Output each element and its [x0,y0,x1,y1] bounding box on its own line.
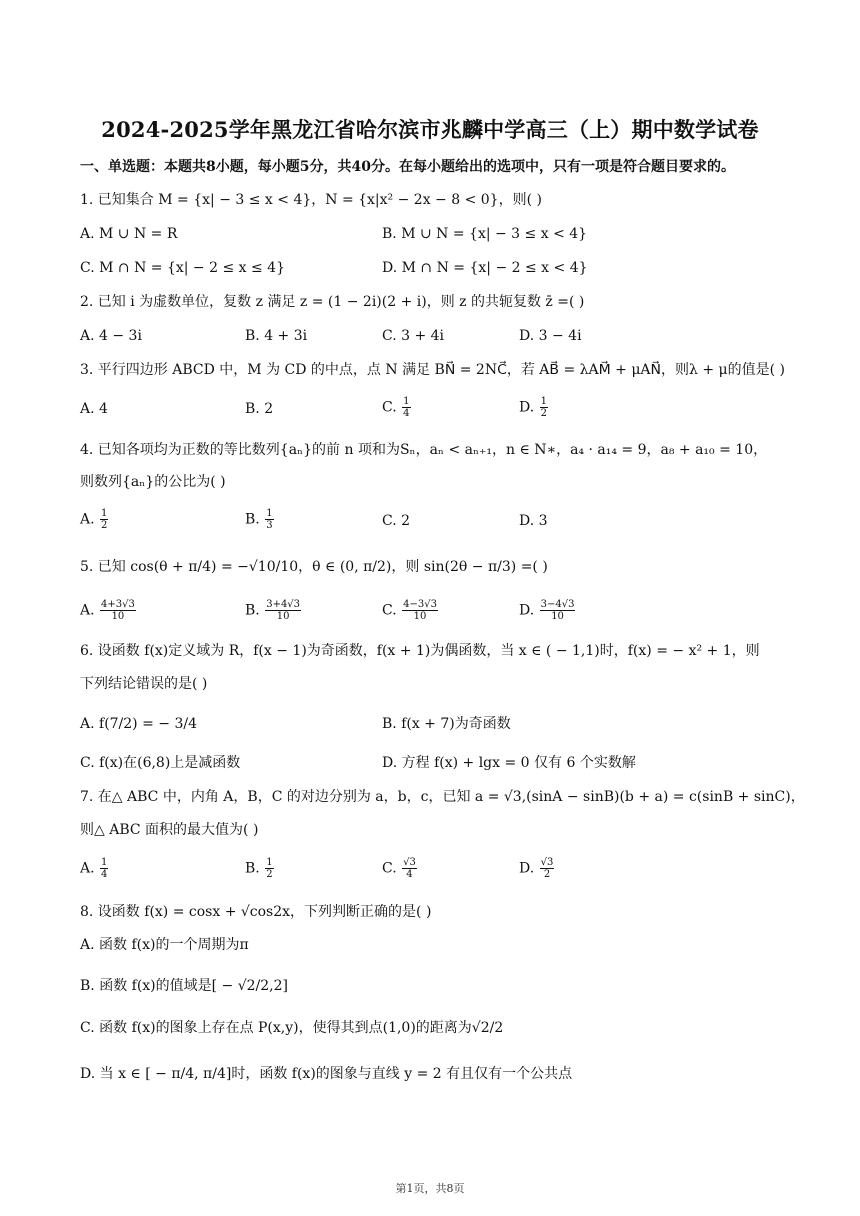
question-5-option-b [245,599,302,622]
fraction [265,857,273,880]
question-6-option-a: A. f(7/2) = − 3/4 [80,716,197,732]
denominator: 10 [276,611,290,622]
question-4-option-c: C. 2 [382,513,411,529]
option-label: A. [80,860,95,877]
option-label: D. [519,602,535,619]
question-7-option-d [519,857,555,880]
question-7-option-a [80,857,109,880]
fraction [100,857,108,880]
fraction [265,599,301,622]
numerator: 1 [266,857,273,868]
numerator: 1 [101,508,108,519]
fraction [402,599,438,622]
numerator: 1 [540,396,548,407]
question-8-option-c: C. 函数 f(x)的图象上存在点 P(x,y)，使得其到点(1,0)的距离为√2/2 [80,1020,504,1036]
question-2-stem: 2. 已知 i 为虚数单位，复数 z 满足 z = (1 − 2i)(2 + i)，则 z 的共轭复数 z̄ =( ) [80,294,585,310]
denominator: 10 [111,611,125,622]
question-4-stem-line1: 4. 已知各项均为正数的等比数列{aₙ}的前 n 项和为Sₙ，aₙ < aₙ₊₁，n ∈ N∗，a₄ · a₁₄ = 9，a₈ + a₁₀ = 10， [80,442,768,458]
page-footer: 第1页，共8页 [395,1182,465,1195]
fraction [100,508,108,531]
option-label: A. [80,511,95,528]
question-8-option-b: B. 函数 f(x)的值域是[ − √2/2,2] [80,978,289,994]
question-8-option-d: D. 当 x ∈ [ − π/4, π/4]时，函数 f(x)的图象与直线 y = 2 有且仅有一个公共点 [80,1066,573,1082]
fraction [402,857,417,880]
denominator: 4 [101,869,108,880]
fraction [540,857,555,880]
question-5-stem: 5. 已知 cos(θ + π/4) = −√10/10，θ ∈ (0, π/2)，则 sin(2θ − π/3) =( ) [80,559,548,575]
question-7-option-b [245,857,275,880]
option-label: D. [519,399,535,416]
numerator: 3+4√3 [266,599,301,610]
numerator: √3 [403,857,416,868]
question-4-option-a [80,508,109,531]
question-1-option-d: D. M ∩ N = {x| − 2 ≤ x < 4} [382,260,588,276]
fraction [100,599,136,622]
numerator: 1 [266,508,273,519]
question-7-stem-line1: 7. 在△ ABC 中，内角 A，B，C 的对边分别为 a，b，c，已知 a = √3,(sinA − sinB)(b + a) = c(sinB + sinC)， [80,789,805,805]
question-3-option-b: B. 2 [245,401,274,417]
question-3-option-d [519,396,549,419]
question-8-option-a: A. 函数 f(x)的一个周期为π [80,937,249,953]
numerator: 1 [403,396,410,407]
question-5-option-d [519,599,576,622]
denominator: 3 [266,520,273,531]
fraction [402,396,410,419]
question-2-option-b: B. 4 + 3i [245,328,308,344]
option-label: C. [382,602,397,619]
option-label: A. [80,602,95,619]
option-label: C. [382,860,397,877]
question-3-option-c [382,396,412,419]
numerator: 3−4√3 [540,599,575,610]
question-4-stem-line2: 则数列{aₙ}的公比为( ) [80,474,226,490]
question-6-option-d: D. 方程 f(x) + lgx = 0 仅有 6 个实数解 [382,755,636,771]
question-6-stem-line2: 下列结论错误的是( ) [80,676,208,692]
question-5-option-a [80,599,137,622]
denominator: 2 [543,869,551,880]
numerator: 4+3√3 [101,599,135,610]
denominator: 2 [266,869,273,880]
page-title: 2024-2025学年黑龙江省哈尔滨市兆麟中学高三（上）期中数学试卷 [101,117,759,142]
question-4-option-b [245,508,275,531]
question-1-option-c: C. M ∩ N = {x| − 2 ≤ x ≤ 4} [80,260,285,276]
option-label: B. [245,860,260,877]
question-8-stem: 8. 设函数 f(x) = cosx + √cos2x，下列判断正确的是( ) [80,904,432,920]
option-label: B. [245,511,260,528]
fraction [540,396,548,419]
denominator: 10 [551,611,564,622]
fraction [265,508,273,531]
section-heading: 一、单选题：本题共8小题，每小题5分，共40分。在每小题给出的选项中，只有一项是符合题目要求的。 [80,159,735,175]
denominator: 10 [413,611,427,622]
denominator: 2 [101,520,108,531]
question-1-option-b: B. M ∪ N = {x| − 3 ≤ x < 4} [382,226,588,242]
fraction [540,599,576,622]
question-6-option-b: B. f(x + 7)为奇函数 [382,716,511,732]
denominator: 2 [540,408,548,419]
numerator: √3 [540,857,554,868]
question-1-option-a: A. M ∪ N = R [80,226,178,242]
question-1-stem: 1. 已知集合 M = {x| − 3 ≤ x < 4}，N = {x|x² − 2x − 8 < 0}，则( ) [80,192,542,208]
option-label: C. [382,399,397,416]
question-3-option-a: A. 4 [80,401,108,417]
question-7-stem-line2: 则△ ABC 面积的最大值为( ) [80,822,259,838]
question-6-option-c: C. f(x)在(6,8)上是减函数 [80,755,241,771]
question-6-stem-line1: 6. 设函数 f(x)定义域为 R，f(x − 1)为奇函数，f(x + 1)为偶函数，当 x ∈ ( − 1,1)时，f(x) = − x² + 1，则 [80,643,760,659]
question-7-option-c [382,857,418,880]
denominator: 4 [403,408,410,419]
question-4-option-d: D. 3 [519,513,548,529]
question-2-option-a: A. 4 − 3i [80,328,142,344]
question-3-stem: 3. 平行四边形 ABCD 中，M 为 CD 的中点，点 N 满足 BN⃗ = 2NC⃗，若 AB⃗ = λAM⃗ + μAN⃗，则λ + μ的值是( ) [80,362,785,378]
option-label: D. [519,860,535,877]
numerator: 4−3√3 [403,599,437,610]
denominator: 4 [406,869,413,880]
option-label: B. [245,602,260,619]
numerator: 1 [101,857,108,868]
question-2-option-d: D. 3 − 4i [519,328,582,344]
question-5-option-c [382,599,439,622]
question-2-option-c: C. 3 + 4i [382,328,445,344]
